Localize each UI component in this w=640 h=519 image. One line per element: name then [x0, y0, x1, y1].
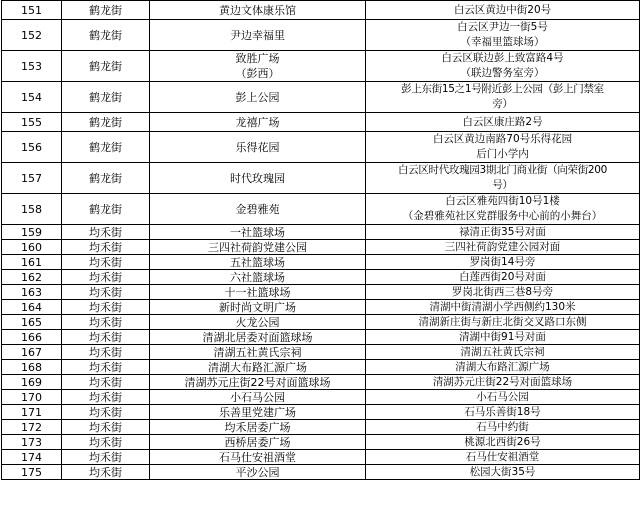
street-cell: 均禾街	[62, 420, 150, 435]
street-cell: 均禾街	[62, 450, 150, 465]
venue-name-line: 彭上公园	[235, 90, 280, 104]
venue-name-cell	[150, 132, 366, 163]
street-cell: 鹤龙街	[62, 20, 150, 51]
venue-name-line: 乐善里党建广场	[219, 405, 296, 419]
venue-name-cell	[150, 225, 366, 240]
row-number-cell: 172	[2, 420, 62, 435]
venue-name-cell	[150, 240, 366, 255]
row-number-cell: 152	[2, 20, 62, 51]
table-row	[2, 194, 640, 225]
row-number-cell: 161	[2, 255, 62, 270]
address-line: 清湖大布路汇源广场	[455, 360, 550, 373]
row-number-cell: 170	[2, 390, 62, 405]
address-cell	[366, 360, 640, 375]
address-cell	[366, 270, 640, 285]
street-cell: 鹤龙街	[62, 132, 150, 163]
venue-name-cell	[150, 285, 366, 300]
address-cell	[366, 435, 640, 450]
row-number-cell: 174	[2, 450, 62, 465]
row-number-cell: 169	[2, 375, 62, 390]
venue-name-cell	[150, 420, 366, 435]
row-number-cell: 163	[2, 285, 62, 300]
street-cell: 鹤龙街	[62, 163, 150, 194]
address-line: 后门小学内	[476, 148, 529, 160]
address-line: 石马中约街	[476, 420, 529, 433]
address-cell	[366, 450, 640, 465]
row-number-cell: 164	[2, 300, 62, 315]
venue-name-line: 龙禧广场	[235, 115, 280, 129]
table-row	[2, 20, 640, 51]
venue-name-line: 一社篮球场	[230, 225, 285, 239]
street-cell: 均禾街	[62, 375, 150, 390]
street-cell: 均禾街	[62, 345, 150, 360]
address-line: 小石马公园	[476, 390, 529, 403]
venue-name-line: 五社篮球场	[230, 255, 285, 269]
table-row	[2, 390, 640, 405]
venue-name-cell	[150, 375, 366, 390]
table-row	[2, 1, 640, 20]
street-cell: 均禾街	[62, 390, 150, 405]
venue-name-cell	[150, 113, 366, 132]
venue-name-cell	[150, 20, 366, 51]
address-cell	[366, 465, 640, 480]
address-line: 清湖五社黄氏宗祠	[460, 345, 545, 358]
address-line: 清湖中街91号对面	[459, 330, 546, 343]
venue-name-line: 三四社荷韵党建公园	[208, 240, 307, 254]
venue-name-cell	[150, 360, 366, 375]
row-number-cell: 155	[2, 113, 62, 132]
venue-name-cell	[150, 255, 366, 270]
address-cell	[366, 285, 640, 300]
table-row	[2, 225, 640, 240]
address-line: （幸福里篮球场）	[460, 36, 545, 48]
address-line: 清湖苏元庄街22号对面篮球场	[432, 375, 573, 388]
venue-name-cell	[150, 330, 366, 345]
street-cell: 均禾街	[62, 225, 150, 240]
address-cell	[366, 300, 640, 315]
table-row	[2, 360, 640, 375]
address-cell	[366, 20, 640, 51]
row-number-cell: 166	[2, 330, 62, 345]
row-number-cell: 167	[2, 345, 62, 360]
address-line: 号）	[492, 179, 513, 191]
venue-name-cell	[150, 450, 366, 465]
row-number-cell: 151	[2, 1, 62, 20]
row-number-cell: 159	[2, 225, 62, 240]
venue-name-cell	[150, 465, 366, 480]
venue-name-line: 平沙公园	[235, 465, 280, 479]
table-row	[2, 420, 640, 435]
address-line: 石马仕安祖酒堂	[465, 450, 540, 463]
street-cell: 均禾街	[62, 315, 150, 330]
address-line: 罗岗北街西三巷8号旁	[451, 285, 554, 298]
venue-name-line: 清湖北居委对面篮球场	[202, 330, 313, 344]
venue-name-line: 小石马公园	[230, 390, 285, 404]
street-cell: 鹤龙街	[62, 51, 150, 82]
venue-name-line: 火龙公园	[235, 315, 280, 329]
address-line: 白云区黄边中街20号	[453, 3, 552, 16]
address-line: 禄清正街35号对面	[459, 225, 546, 238]
address-cell	[366, 375, 640, 390]
table-row	[2, 82, 640, 113]
address-cell	[366, 163, 640, 194]
venue-name-line: 清湖五社黄氏宗祠	[213, 345, 302, 359]
row-number-cell: 165	[2, 315, 62, 330]
venue-name-cell	[150, 163, 366, 194]
row-number-cell: 168	[2, 360, 62, 375]
street-cell: 均禾街	[62, 435, 150, 450]
row-number-cell: 156	[2, 132, 62, 163]
address-line: （联边警务室旁）	[460, 67, 545, 79]
venue-name-line: 致胜广场	[235, 52, 280, 65]
table-row	[2, 285, 640, 300]
venue-name-cell	[150, 194, 366, 225]
venue-name-line: 清湖苏元庄街22号对面篮球场	[184, 375, 331, 389]
address-line: 白莲西街20号对面	[459, 270, 546, 283]
row-number-cell: 154	[2, 82, 62, 113]
venue-name-cell	[150, 51, 366, 82]
venue-name-line: 西桥居委广场	[224, 435, 291, 449]
address-cell	[366, 330, 640, 345]
venue-name-line: 金碧雅苑	[235, 202, 280, 216]
table-row	[2, 435, 640, 450]
venue-name-line: 十一社篮球场	[224, 285, 291, 299]
table-row	[2, 405, 640, 420]
street-cell: 均禾街	[62, 405, 150, 420]
table-row	[2, 51, 640, 82]
table-row	[2, 300, 640, 315]
street-cell: 鹤龙街	[62, 1, 150, 20]
address-cell	[366, 51, 640, 82]
address-line: 白云区黄边南路70号乐得花园	[432, 133, 573, 145]
street-cell: 均禾街	[62, 300, 150, 315]
street-cell: 均禾街	[62, 270, 150, 285]
address-line: 罗岗街14号旁	[469, 255, 536, 268]
table-row	[2, 375, 640, 390]
venue-name-cell	[150, 82, 366, 113]
address-line: 清湖新庄街与新庄北街交叉路口东侧	[418, 315, 587, 328]
address-line: 旁）	[492, 98, 513, 110]
address-line: 白云区时代玫瑰园3期北门商业街（向荣街200	[397, 164, 608, 176]
address-cell	[366, 132, 640, 163]
address-cell	[366, 240, 640, 255]
venue-name-cell	[150, 315, 366, 330]
row-number-cell: 158	[2, 194, 62, 225]
table-row	[2, 255, 640, 270]
address-cell	[366, 225, 640, 240]
address-cell	[366, 113, 640, 132]
venue-name-cell	[150, 405, 366, 420]
row-number-cell: 157	[2, 163, 62, 194]
address-line: 清湖中街清湖小学西侧约130米	[429, 300, 576, 313]
street-cell: 均禾街	[62, 465, 150, 480]
street-cell: 均禾街	[62, 255, 150, 270]
street-cell: 均禾街	[62, 240, 150, 255]
venue-name-line: 尹边幸福里	[230, 28, 285, 42]
address-line: 彭上东街15之1号附近彭上公园（彭上门禁室	[401, 83, 604, 95]
table-row	[2, 465, 640, 480]
address-cell	[366, 405, 640, 420]
address-line: 白云区雅苑四街10号1楼	[445, 195, 560, 207]
street-cell: 鹤龙街	[62, 113, 150, 132]
table-row	[2, 330, 640, 345]
address-line: 松园大街35号	[469, 465, 536, 478]
venue-name-line: 新时尚文明广场	[219, 300, 296, 314]
table-row	[2, 113, 640, 132]
address-line: 白云区尹边一街5号	[457, 21, 548, 33]
address-cell	[366, 345, 640, 360]
street-cell: 鹤龙街	[62, 82, 150, 113]
address-cell	[366, 315, 640, 330]
address-cell	[366, 420, 640, 435]
street-cell: 鹤龙街	[62, 194, 150, 225]
venue-name-line: 乐得花园	[235, 140, 280, 154]
venue-table-body	[2, 1, 640, 480]
row-number-cell: 153	[2, 51, 62, 82]
venue-name-cell	[150, 345, 366, 360]
street-cell: 均禾街	[62, 285, 150, 300]
address-line: 白云区康庄路2号	[462, 115, 543, 128]
address-line: 石马乐善街18号	[464, 405, 541, 418]
venue-name-line: 清湖大布路汇源广场	[208, 360, 307, 374]
address-line: （金碧雅苑社区党群服务中心前的小舞台）	[402, 210, 603, 222]
venue-name-line: 时代玫瑰园	[230, 171, 285, 185]
street-cell: 均禾街	[62, 330, 150, 345]
address-cell	[366, 390, 640, 405]
table-row	[2, 270, 640, 285]
venue-name-cell	[150, 300, 366, 315]
street-cell: 均禾街	[62, 360, 150, 375]
venue-name-cell	[150, 435, 366, 450]
address-cell	[366, 255, 640, 270]
venue-name-cell	[150, 270, 366, 285]
venue-name-line: 石马仕安祖酒堂	[219, 450, 296, 464]
table-row	[2, 315, 640, 330]
row-number-cell: 160	[2, 240, 62, 255]
row-number-cell: 171	[2, 405, 62, 420]
address-line: 三四社荷韵党建公园对面	[444, 240, 561, 253]
venue-name-line: 黄边文体康乐馆	[219, 3, 296, 17]
venue-name-cell	[150, 390, 366, 405]
row-number-cell: 173	[2, 435, 62, 450]
venue-name-line: 均禾居委广场	[224, 420, 291, 434]
venue-name-line: （彭西）	[235, 67, 280, 80]
address-line: 桃源北西街26号	[464, 435, 541, 448]
venue-table	[1, 0, 640, 480]
table-row	[2, 240, 640, 255]
venue-name-cell	[150, 1, 366, 20]
table-row	[2, 163, 640, 194]
row-number-cell: 175	[2, 465, 62, 480]
address-cell	[366, 1, 640, 20]
table-row	[2, 345, 640, 360]
venue-name-line: 六社篮球场	[230, 270, 285, 284]
address-cell	[366, 194, 640, 225]
table-row	[2, 450, 640, 465]
row-number-cell: 162	[2, 270, 62, 285]
table-row	[2, 132, 640, 163]
address-line: 白云区联边彭上致富路4号	[441, 52, 564, 64]
address-cell	[366, 82, 640, 113]
